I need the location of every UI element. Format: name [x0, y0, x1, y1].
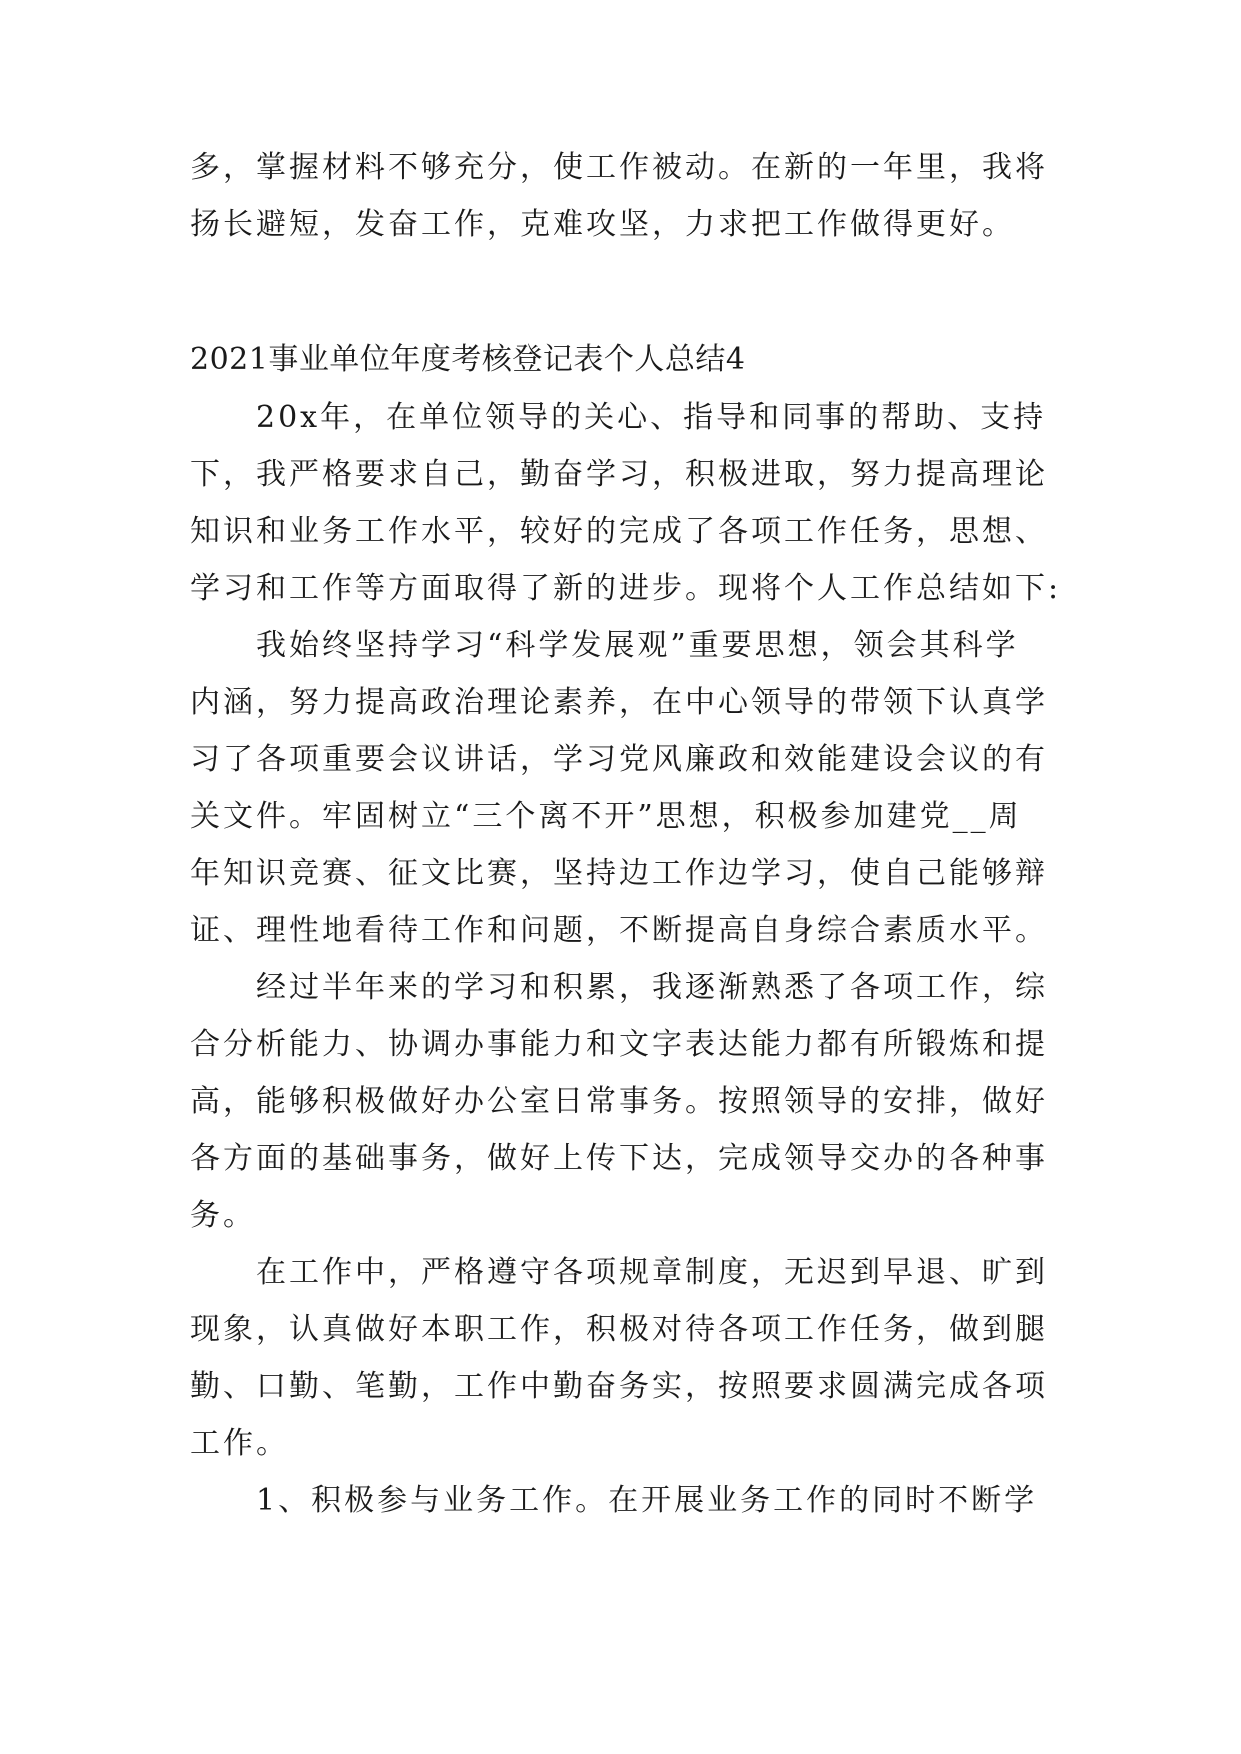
- text-line: 20x年，在单位领导的关心、指导和同事的帮助、支持: [256, 400, 1047, 435]
- text-line: 勤、口勤、笔勤，工作中勤奋务实，按照要求圆满完成各项: [190, 1369, 1048, 1404]
- text-line: 证、理性地看待工作和问题，不断提高自身综合素质水平。: [190, 913, 1048, 948]
- text-line: 习了各项重要会议讲话，学习党风廉政和效能建设会议的有: [190, 742, 1048, 777]
- text-line: 各方面的基础事务，做好上传下达，完成领导交办的各种事: [190, 1141, 1048, 1176]
- text-line: 现象，认真做好本职工作，积极对待各项工作任务，做到腿: [190, 1312, 1048, 1347]
- text-line: 学习和工作等方面取得了新的进步。现将个人工作总结如下:: [190, 571, 1062, 606]
- text-line: 扬长避短，发奋工作，克难攻坚，力求把工作做得更好。: [190, 207, 1015, 242]
- text-line: 1、积极参与业务工作。在开展业务工作的同时不断学: [256, 1483, 1038, 1518]
- text-line: 下，我严格要求自己，勤奋学习，积极进取，努力提高理论: [190, 457, 1048, 492]
- text-line: 多，掌握材料不够充分，使工作被动。在新的一年里，我将: [190, 150, 1048, 185]
- text-line: 关文件。牢固树立“三个离不开”思想，积极参加建党__周: [190, 799, 1022, 834]
- text-line: 合分析能力、协调办事能力和文字表达能力都有所锻炼和提: [190, 1027, 1048, 1062]
- text-line: 内涵，努力提高政治理论素养，在中心领导的带领下认真学: [190, 685, 1048, 720]
- text-line: 年知识竞赛、征文比赛，坚持边工作边学习，使自己能够辩: [190, 856, 1048, 891]
- text-line: 高，能够积极做好办公室日常事务。按照领导的安排，做好: [190, 1084, 1048, 1119]
- section-heading: 2021事业单位年度考核登记表个人总结4: [190, 342, 746, 377]
- text-line: 务。: [190, 1198, 256, 1233]
- text-line: 经过半年来的学习和积累，我逐渐熟悉了各项工作，综: [256, 970, 1048, 1005]
- text-line: 知识和业务工作水平，较好的完成了各项工作任务，思想、: [190, 514, 1048, 549]
- text-line: 在工作中，严格遵守各项规章制度，无迟到早退、旷到: [256, 1255, 1048, 1290]
- text-line: 我始终坚持学习“科学发展观”重要思想，领会其科学: [256, 628, 1019, 663]
- text-line: 工作。: [190, 1426, 289, 1461]
